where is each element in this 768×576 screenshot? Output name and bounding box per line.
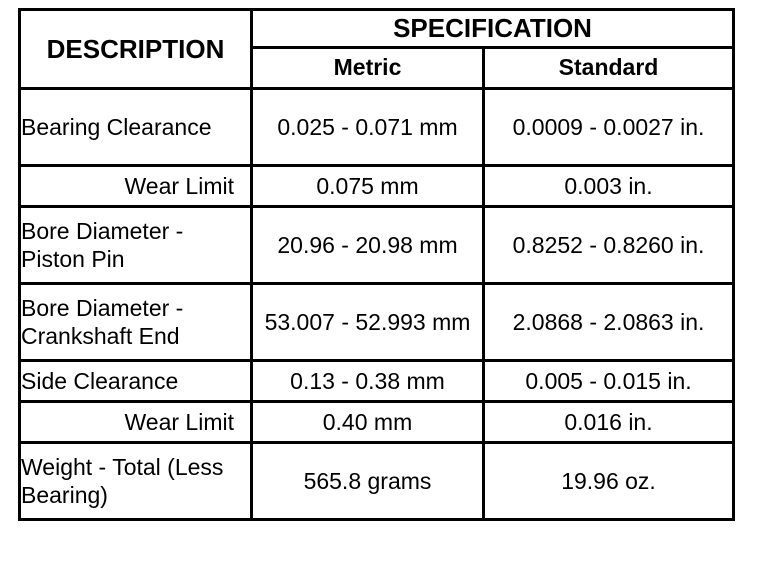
table-row-sub xyxy=(20,402,734,443)
table-row-sub xyxy=(20,166,734,207)
row-metric-value: 20.96 - 20.98 mm xyxy=(252,207,484,284)
row-description: Weight - Total (Less Bearing) xyxy=(20,443,252,520)
row-description: Bore Diameter - Crankshaft End xyxy=(20,284,252,361)
row-metric-value: 0.13 - 0.38 mm xyxy=(252,361,484,402)
row-standard-value: 0.005 - 0.015 in. xyxy=(484,361,734,402)
row-standard-value-wear-limit: 0.003 in. xyxy=(484,166,734,207)
row-metric-value: 53.007 - 52.993 mm xyxy=(252,284,484,361)
row-metric-value-wear-limit: 0.075 mm xyxy=(252,166,484,207)
row-standard-value-wear-limit: 0.016 in. xyxy=(484,402,734,443)
row-standard-value: 2.0868 - 2.0863 in. xyxy=(484,284,734,361)
header-specification: SPECIFICATION xyxy=(252,10,734,48)
table-header xyxy=(20,10,734,89)
table-row xyxy=(20,284,734,361)
row-standard-value: 0.0009 - 0.0027 in. xyxy=(484,89,734,166)
table-row xyxy=(20,361,734,402)
row-description: Bearing Clearance xyxy=(20,89,252,166)
header-description: DESCRIPTION xyxy=(20,10,252,89)
header-metric: Metric xyxy=(252,47,484,88)
table-row xyxy=(20,89,734,166)
header-row-main xyxy=(20,10,734,48)
specification-table xyxy=(18,8,735,521)
row-standard-value: 19.96 oz. xyxy=(484,443,734,520)
header-standard: Standard xyxy=(484,47,734,88)
row-metric-value: 565.8 grams xyxy=(252,443,484,520)
row-description: Bore Diameter - Piston Pin xyxy=(20,207,252,284)
table-body xyxy=(20,89,734,520)
row-metric-value: 0.025 - 0.071 mm xyxy=(252,89,484,166)
table-row xyxy=(20,207,734,284)
table-row xyxy=(20,443,734,520)
row-description-wear-limit: Wear Limit xyxy=(20,402,252,443)
row-description: Side Clearance xyxy=(20,361,252,402)
row-standard-value: 0.8252 - 0.8260 in. xyxy=(484,207,734,284)
row-description-wear-limit: Wear Limit xyxy=(20,166,252,207)
row-metric-value-wear-limit: 0.40 mm xyxy=(252,402,484,443)
